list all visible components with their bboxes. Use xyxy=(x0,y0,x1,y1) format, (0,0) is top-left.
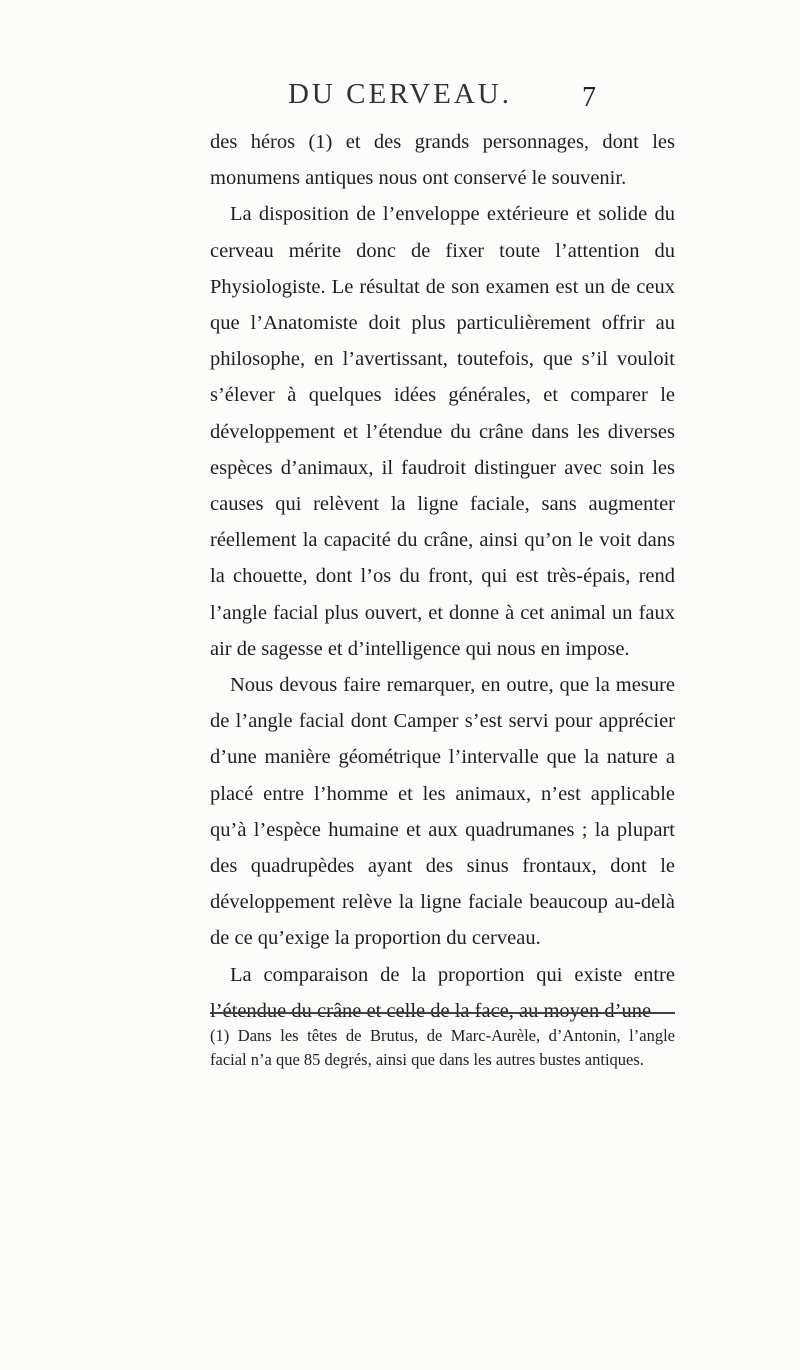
page-number: 7 xyxy=(582,82,596,113)
page-header xyxy=(0,78,800,118)
footnote-rule xyxy=(210,1012,675,1014)
paragraph-continuation: des héros (1) et des grands personnages, dont les monumens antiques nous ont conservé le souvenir. xyxy=(210,131,675,190)
paragraph-camper: Nous devous faire remarquer, en outre, que la mesure de l’angle facial dont Camper s’est servi pour apprécier d’une manière géométrique l’intervalle que la nature a placé entre l’homme et les animaux, n’est applicable qu’à l’espèce humaine et aux quadrumanes ; la plupart des quadrupèdes ayant des sinus frontaux, dont le développement relève la ligne faciale beaucoup au-delà de ce qu’exige la proportion du cerveau. xyxy=(210,674,675,950)
footnote: (1) Dans les têtes de Brutus, de Marc-Aurèle, d’Antonin, l’angle facial n’a que 85 degrés, ainsi que dans les autres bustes antiques. xyxy=(210,1026,675,1069)
paragraph-disposition: La disposition de l’enveloppe extérieure et solide du cerveau mérite donc de fixer toute l’attention du Physiologiste. Le résultat de son examen est un de ceux que l’Anatomiste doit plus particulièrement offrir au philosophe, en l’avertissant, toutefois, que s’il vouloit s’élever à quelques idées générales, et comparer le développement et l’étendue du crâne dans les diverses espèces d’animaux, il faudroit distinguer avec soin les causes qui relèvent la ligne faciale, sans augmenter réellement la capacité du crâne, ainsi qu’on le voit dans la chouette, dont l’os du front, qui est très-épais, rend l’angle facial plus ouvert, et donne à cet animal un faux air de sagesse et d’intelligence qui nous en impose. xyxy=(210,203,675,660)
body-text xyxy=(210,124,675,1029)
paragraph-comparaison: La comparaison de la proportion qui existe entre l’étendue du crâne et celle de la face, au moyen d’une xyxy=(210,963,675,1022)
running-title: DU CERVEAU. xyxy=(287,78,512,110)
